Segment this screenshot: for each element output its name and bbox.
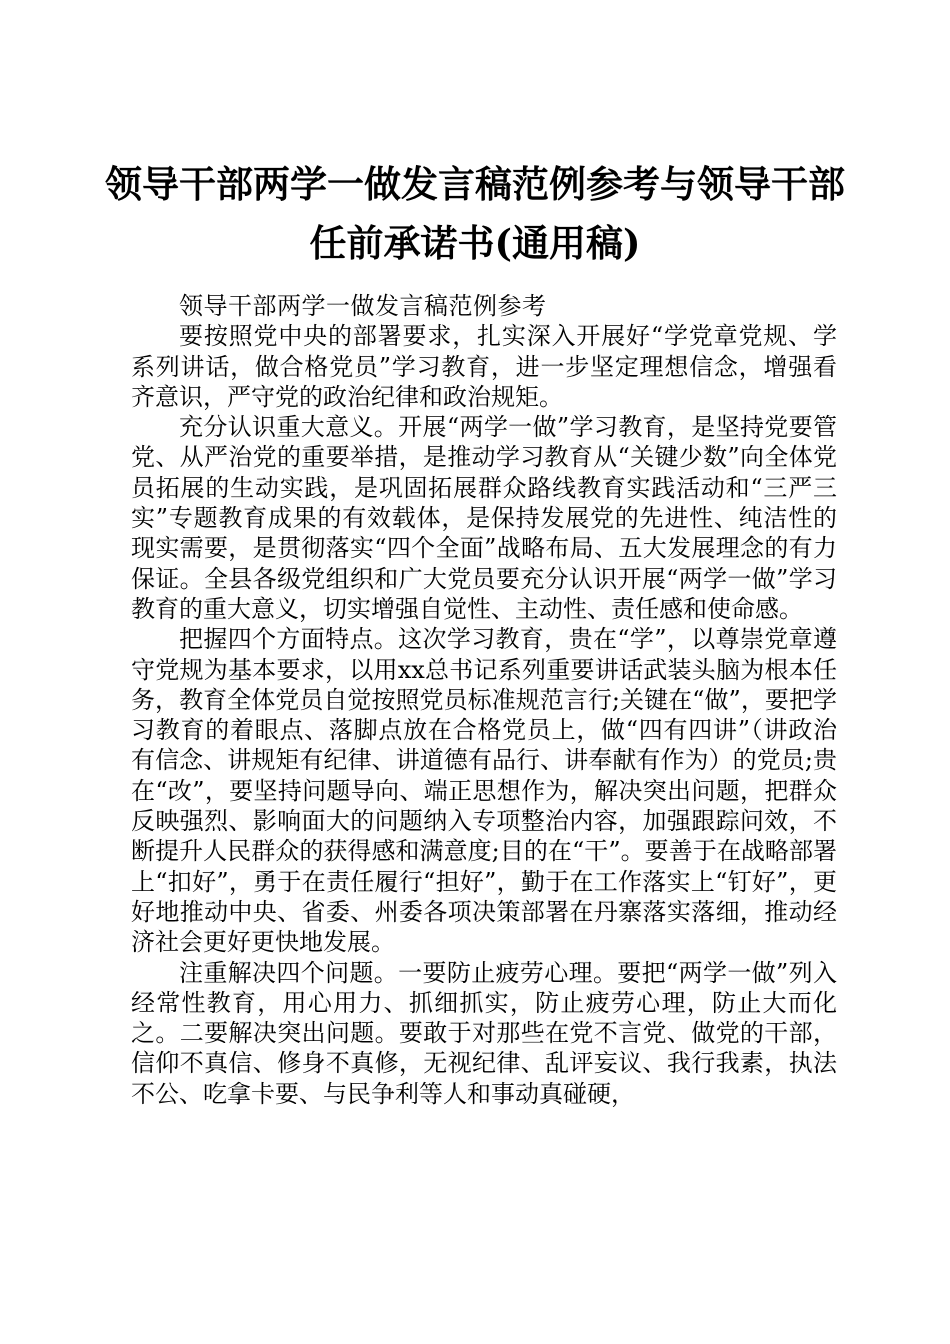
paragraph: 要按照党中央的部署要求，扎实深入开展好“学党章党规、学系列讲话，做合格党员”学习教育，进一步坚定理想信念，增强看齐意识，严守党的政治纪律和政治规矩。 [131,322,837,411]
document-title-line-2: 任前承诺书(通用稿) [309,221,641,265]
paragraph-subtitle: 领导干部两学一做发言稿范例参考 [179,292,547,320]
document-body [131,291,837,1109]
document-title-line-1: 领导干部两学一做发言稿范例参考与领导干部 [105,162,845,206]
paragraph: 充分认识重大意义。开展“两学一做”学习教育，是坚持党要管党、从严治党的重要举措，是推动学习教育从“关键少数”向全体党员拓展的生动实践，是巩固拓展群众路线教育实践活动和“三严三实”专题教育成果的有效载体，是保持发展党的先进性、纯洁性的现实需要，是贯彻落实“四个全面”战略布局、五大发展理念的有力保证。全县各级党组织和广大党员要充分认识开展“两学一做”学习教育的重大意义，切实增强自觉性、主动性、责任感和使命感。 [131,413,837,623]
paragraph: 注重解决四个问题。一要防止疲劳心理。要把“两学一做”列入经常性教育，用心用力、抓细抓实，防止疲劳心理，防止大而化之。二要解决突出问题。要敢于对那些在党不言党、做党的干部，信仰不真信、修身不真修，无视纪律、乱评妄议、我行我素，执法不公、吃拿卡要、与民争利等人和事动真碰硬， [131,958,837,1108]
paragraph: 把握四个方面特点。这次学习教育，贵在“学”，以尊崇党章遵守党规为基本要求，以用xx总书记系列重要讲话武装头脑为根本任务，教育全体党员自觉按照党员标准规范言行;关键在“做”，要把学习教育的着眼点、落脚点放在合格党员上，做“四有四讲”（讲政治有信念、讲规矩有纪律、讲道德有品行、讲奉献有作为）的党员;贵在“改”，要坚持问题导向、端正思想作为，解决突出问题，把群众反映强烈、影响面大的问题纳入专项整治内容，加强跟踪问效，不断提升人民群众的获得感和满意度;目的在“干”。要善于在战略部署上“扣好”，勇于在责任履行“担好”，勤于在工作落实上“钉好”，更好地推动中央、省委、州委各项决策部署在丹寨落实落细，推动经济社会更好更快地发展。 [131,625,837,957]
